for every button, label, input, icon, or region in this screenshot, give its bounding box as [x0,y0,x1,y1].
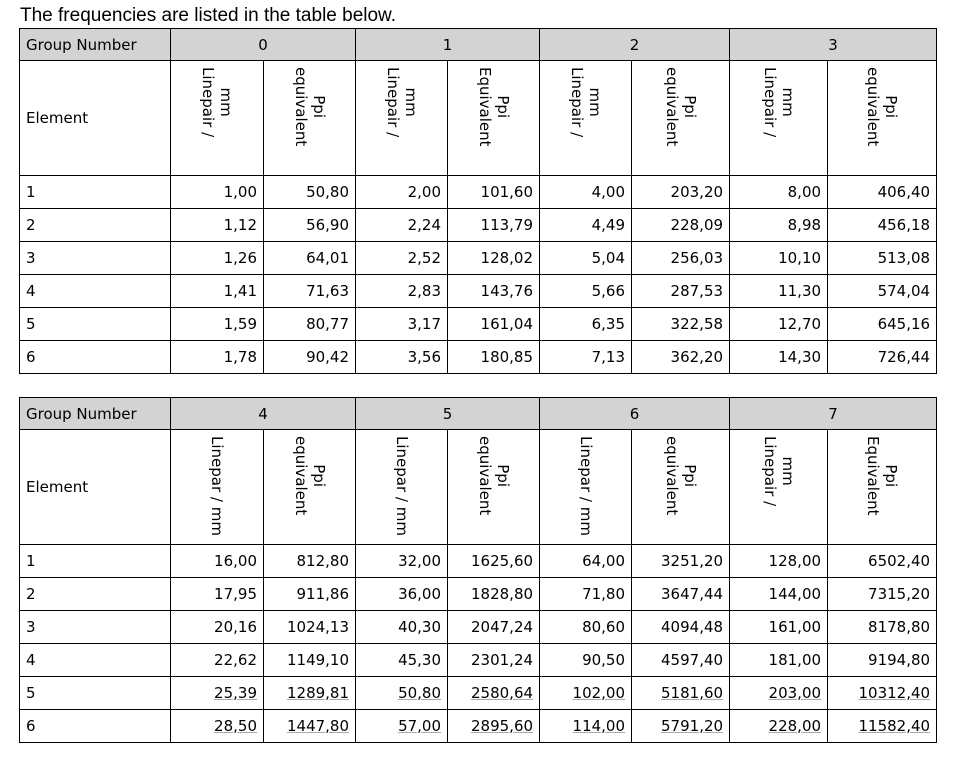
ppi-value [264,710,356,743]
table-row [20,275,937,308]
column-header-text: Ppi equivalent [291,436,328,516]
ppi-value [264,644,356,677]
ppi-value [448,275,540,308]
ppi-value [448,209,540,242]
linepair-column-header [540,61,632,176]
cell-value: 143,76 [480,282,534,300]
cell-value: 7,13 [591,348,626,366]
linepair-value [730,545,828,578]
column-header-text: mm Linepair / [383,67,420,138]
cell-value: 113,79 [480,216,534,234]
column-header-text: mm Linepair / [567,67,604,138]
table-row [20,677,937,710]
cell-value: 20,16 [214,618,257,636]
ppi-column-header [448,61,540,176]
linepair-value [730,710,828,743]
linepair-value [730,644,828,677]
element-number: 5 [20,677,171,710]
cell-value: 645,16 [877,315,931,333]
linepair-value [356,209,448,242]
element-label: Element [20,61,171,176]
ppi-value [264,578,356,611]
linepair-value [356,578,448,611]
linepair-value [540,176,632,209]
element-number: 1 [20,176,171,209]
cell-value: 8,00 [787,183,822,201]
cell-value: 287,53 [670,282,724,300]
element-number: 1 [20,545,171,578]
cell-value: 25,39 [214,684,257,702]
linepair-value [171,176,264,209]
cell-value: 56,90 [306,216,350,234]
element-label: Element [20,430,171,545]
cell-value: 101,60 [480,183,534,201]
cell-value: 5791,20 [661,717,724,735]
table-row [20,545,937,578]
ppi-value [264,176,356,209]
cell-value: 8,98 [787,216,822,234]
cell-value: 7315,20 [868,585,931,603]
element-number: 3 [20,242,171,275]
linepair-value [171,275,264,308]
cell-value: 64,01 [306,249,350,267]
linepair-value [540,578,632,611]
ppi-value [448,677,540,710]
linepair-value [171,545,264,578]
column-header-text: mm Linepair / [199,67,235,138]
cell-value: 10,10 [778,249,822,267]
cell-value: 2580,64 [471,684,534,702]
cell-value: 4094,48 [661,618,724,636]
linepair-value [171,242,264,275]
cell-value: 3251,20 [661,552,724,570]
group-number-label: Group Number [20,398,171,430]
ppi-column-header [828,61,937,176]
cell-value: 1447,80 [286,717,350,735]
element-number: 6 [20,710,171,743]
cell-value: 574,04 [877,282,931,300]
ppi-value [828,176,937,209]
ppi-value [448,176,540,209]
cell-value: 36,00 [398,585,442,603]
cell-value: 203,00 [768,684,822,702]
linepair-value [730,341,828,374]
ppi-value [448,242,540,275]
ppi-value [828,341,937,374]
ppi-value [828,242,937,275]
element-number: 4 [20,644,171,677]
table-row [20,242,937,275]
column-header-text: Ppi Equivalent [864,436,901,516]
linepair-value [540,341,632,374]
ppi-column-header [828,430,937,545]
element-number: 6 [20,341,171,374]
column-header-text: Ppi Equivalent [475,67,512,147]
table-row [20,209,937,242]
linepair-value [356,176,448,209]
ppi-value [448,611,540,644]
linepair-column-header [171,430,264,545]
linepair-value [540,308,632,341]
linepair-value [356,710,448,743]
cell-value: 50,80 [306,183,350,201]
table-row [20,308,937,341]
group-number: 5 [356,398,540,430]
cell-value: 2047,24 [471,618,534,636]
cell-value: 1,78 [223,348,257,366]
linepair-value [356,275,448,308]
cell-value: 4597,40 [661,651,724,669]
cell-value: 161,04 [480,315,534,333]
cell-value: 128,02 [480,249,534,267]
cell-value: 812,80 [296,552,350,570]
group-number: 2 [540,29,730,61]
ppi-value [632,578,730,611]
ppi-value [828,209,937,242]
cell-value: 28,50 [214,717,257,735]
linepair-value [356,611,448,644]
cell-value: 12,70 [778,315,822,333]
ppi-value [632,275,730,308]
column-header-text: Ppi equivalent [475,436,512,516]
cell-value: 10312,40 [858,684,931,702]
cell-value: 50,80 [398,684,442,702]
ppi-value [828,578,937,611]
linepair-value [356,644,448,677]
linepair-column-header [730,61,828,176]
linepair-value [171,308,264,341]
cell-value: 80,77 [306,315,350,333]
ppi-value [632,545,730,578]
linepair-column-header [540,430,632,545]
column-header-text: Linepar / mm [208,436,226,536]
cell-value: 8178,80 [868,618,931,636]
frequency-table [19,28,937,374]
ppi-value [264,611,356,644]
linepair-value [730,677,828,710]
ppi-value [264,209,356,242]
ppi-value [632,644,730,677]
cell-value: 40,30 [398,618,442,636]
cell-value: 71,80 [582,585,626,603]
linepair-column-header [730,430,828,545]
linepair-value [730,578,828,611]
cell-value: 362,20 [670,348,724,366]
cell-value: 11582,40 [858,717,931,735]
ppi-value [264,545,356,578]
cell-value: 322,58 [670,315,724,333]
cell-value: 4,00 [591,183,626,201]
linepair-value [540,710,632,743]
ppi-value [828,545,937,578]
column-header-text: Ppi equivalent [291,67,328,147]
linepair-value [171,644,264,677]
cell-value: 3647,44 [661,585,724,603]
cell-value: 1,41 [223,282,257,300]
ppi-value [632,710,730,743]
cell-value: 102,00 [572,684,626,702]
column-header-text: Ppi equivalent [662,436,699,516]
linepair-value [730,209,828,242]
element-number: 3 [20,611,171,644]
column-header-text: Linepar / mm [576,436,595,536]
element-number: 2 [20,209,171,242]
cell-value: 128,00 [768,552,822,570]
linepair-value [171,710,264,743]
cell-value: 2,00 [407,183,442,201]
linepair-value [540,677,632,710]
ppi-value [632,611,730,644]
ppi-value [828,644,937,677]
cell-value: 17,95 [214,585,257,603]
cell-value: 1625,60 [471,552,534,570]
cell-value: 4,49 [591,216,626,234]
linepair-value [171,209,264,242]
cell-value: 11,30 [778,282,822,300]
cell-value: 5,66 [591,282,626,300]
cell-value: 14,30 [778,348,822,366]
cell-value: 90,42 [306,348,350,366]
cell-value: 2301,24 [471,651,534,669]
cell-value: 80,60 [582,618,626,636]
cell-value: 911,86 [296,585,350,603]
linepair-value [730,176,828,209]
intro-text: The frequencies are listed in the table below. [20,5,397,26]
cell-value: 22,62 [214,651,257,669]
linepair-value [171,611,264,644]
linepair-column-header [356,61,448,176]
ppi-value [632,677,730,710]
ppi-column-header [264,430,356,545]
linepair-value [540,209,632,242]
frequency-table [19,397,937,743]
group-number: 0 [171,29,356,61]
linepair-value [356,308,448,341]
linepair-value [356,341,448,374]
cell-value: 256,03 [670,249,724,267]
cell-value: 228,09 [670,216,724,234]
cell-value: 144,00 [768,585,822,603]
ppi-value [264,341,356,374]
ppi-column-header [264,61,356,176]
column-header-row [20,61,937,176]
cell-value: 114,00 [572,717,626,735]
cell-value: 9194,80 [868,651,931,669]
table-row [20,176,937,209]
group-number: 7 [730,398,937,430]
ppi-value [264,308,356,341]
ppi-value [448,578,540,611]
group-header-row [20,29,937,61]
ppi-value [828,275,937,308]
group-number: 4 [171,398,356,430]
ppi-column-header [448,430,540,545]
cell-value: 2895,60 [471,717,534,735]
linepair-value [171,341,264,374]
linepair-value [730,611,828,644]
cell-value: 180,85 [480,348,534,366]
cell-value: 228,00 [768,717,822,735]
cell-value: 3,56 [407,348,442,366]
cell-value: 726,44 [877,348,931,366]
linepair-column-header [356,430,448,545]
cell-value: 1149,10 [286,651,350,669]
ppi-value [448,644,540,677]
cell-value: 5181,60 [661,684,724,702]
linepair-value [730,308,828,341]
ppi-value [264,242,356,275]
element-number: 2 [20,578,171,611]
cell-value: 6,35 [591,315,626,333]
cell-value: 5,04 [591,249,626,267]
ppi-value [828,677,937,710]
cell-value: 203,20 [670,183,724,201]
cell-value: 513,08 [877,249,931,267]
ppi-value [448,545,540,578]
element-number: 5 [20,308,171,341]
cell-value: 71,63 [306,282,350,300]
cell-value: 1,00 [223,183,257,201]
cell-value: 6502,40 [868,552,931,570]
group-number: 1 [356,29,540,61]
linepair-value [540,242,632,275]
cell-value: 57,00 [398,717,442,735]
cell-value: 161,00 [768,618,822,636]
linepair-value [540,545,632,578]
cell-value: 3,17 [407,315,442,333]
ppi-value [632,209,730,242]
cell-value: 32,00 [398,552,442,570]
group-number-label: Group Number [20,29,171,61]
cell-value: 1,26 [223,249,257,267]
linepair-value [171,677,264,710]
linepair-value [356,677,448,710]
cell-value: 1024,13 [286,618,350,636]
cell-value: 2,52 [407,249,442,267]
ppi-value [264,677,356,710]
table-row [20,611,937,644]
group-number: 3 [730,29,937,61]
linepair-value [356,242,448,275]
cell-value: 1,59 [223,315,257,333]
group-header-row [20,398,937,430]
ppi-value [632,242,730,275]
linepair-value [540,275,632,308]
cell-value: 1289,81 [286,684,350,702]
ppi-value [828,308,937,341]
cell-value: 90,50 [582,651,626,669]
ppi-value [632,341,730,374]
cell-value: 64,00 [582,552,626,570]
ppi-value [632,176,730,209]
column-header-row [20,430,937,545]
ppi-value [828,710,937,743]
cell-value: 456,18 [877,216,931,234]
element-number: 4 [20,275,171,308]
cell-value: 406,40 [877,183,931,201]
cell-value: 1828,80 [471,585,534,603]
cell-value: 45,30 [398,651,442,669]
ppi-value [828,611,937,644]
column-header-text: Ppi equivalent [662,67,699,147]
cell-value: 181,00 [768,651,822,669]
table-row [20,710,937,743]
group-number: 6 [540,398,730,430]
linepair-value [171,578,264,611]
linepair-value [730,242,828,275]
linepair-value [540,611,632,644]
linepair-column-header [171,61,264,176]
linepair-value [540,644,632,677]
linepair-value [730,275,828,308]
column-header-text: mm Linepair / [760,436,797,507]
cell-value: 2,83 [407,282,442,300]
ppi-value [632,308,730,341]
table-row [20,578,937,611]
ppi-value [448,341,540,374]
cell-value: 16,00 [214,552,257,570]
column-header-text: Linepar / mm [392,436,411,536]
ppi-value [448,710,540,743]
table-row [20,644,937,677]
ppi-value [448,308,540,341]
ppi-column-header [632,430,730,545]
linepair-value [356,545,448,578]
cell-value: 2,24 [407,216,442,234]
ppi-column-header [632,61,730,176]
column-header-text: Ppi equivalent [864,67,901,147]
ppi-value [264,275,356,308]
table-row [20,341,937,374]
column-header-text: mm Linepair / [760,67,797,138]
cell-value: 1,12 [223,216,257,234]
